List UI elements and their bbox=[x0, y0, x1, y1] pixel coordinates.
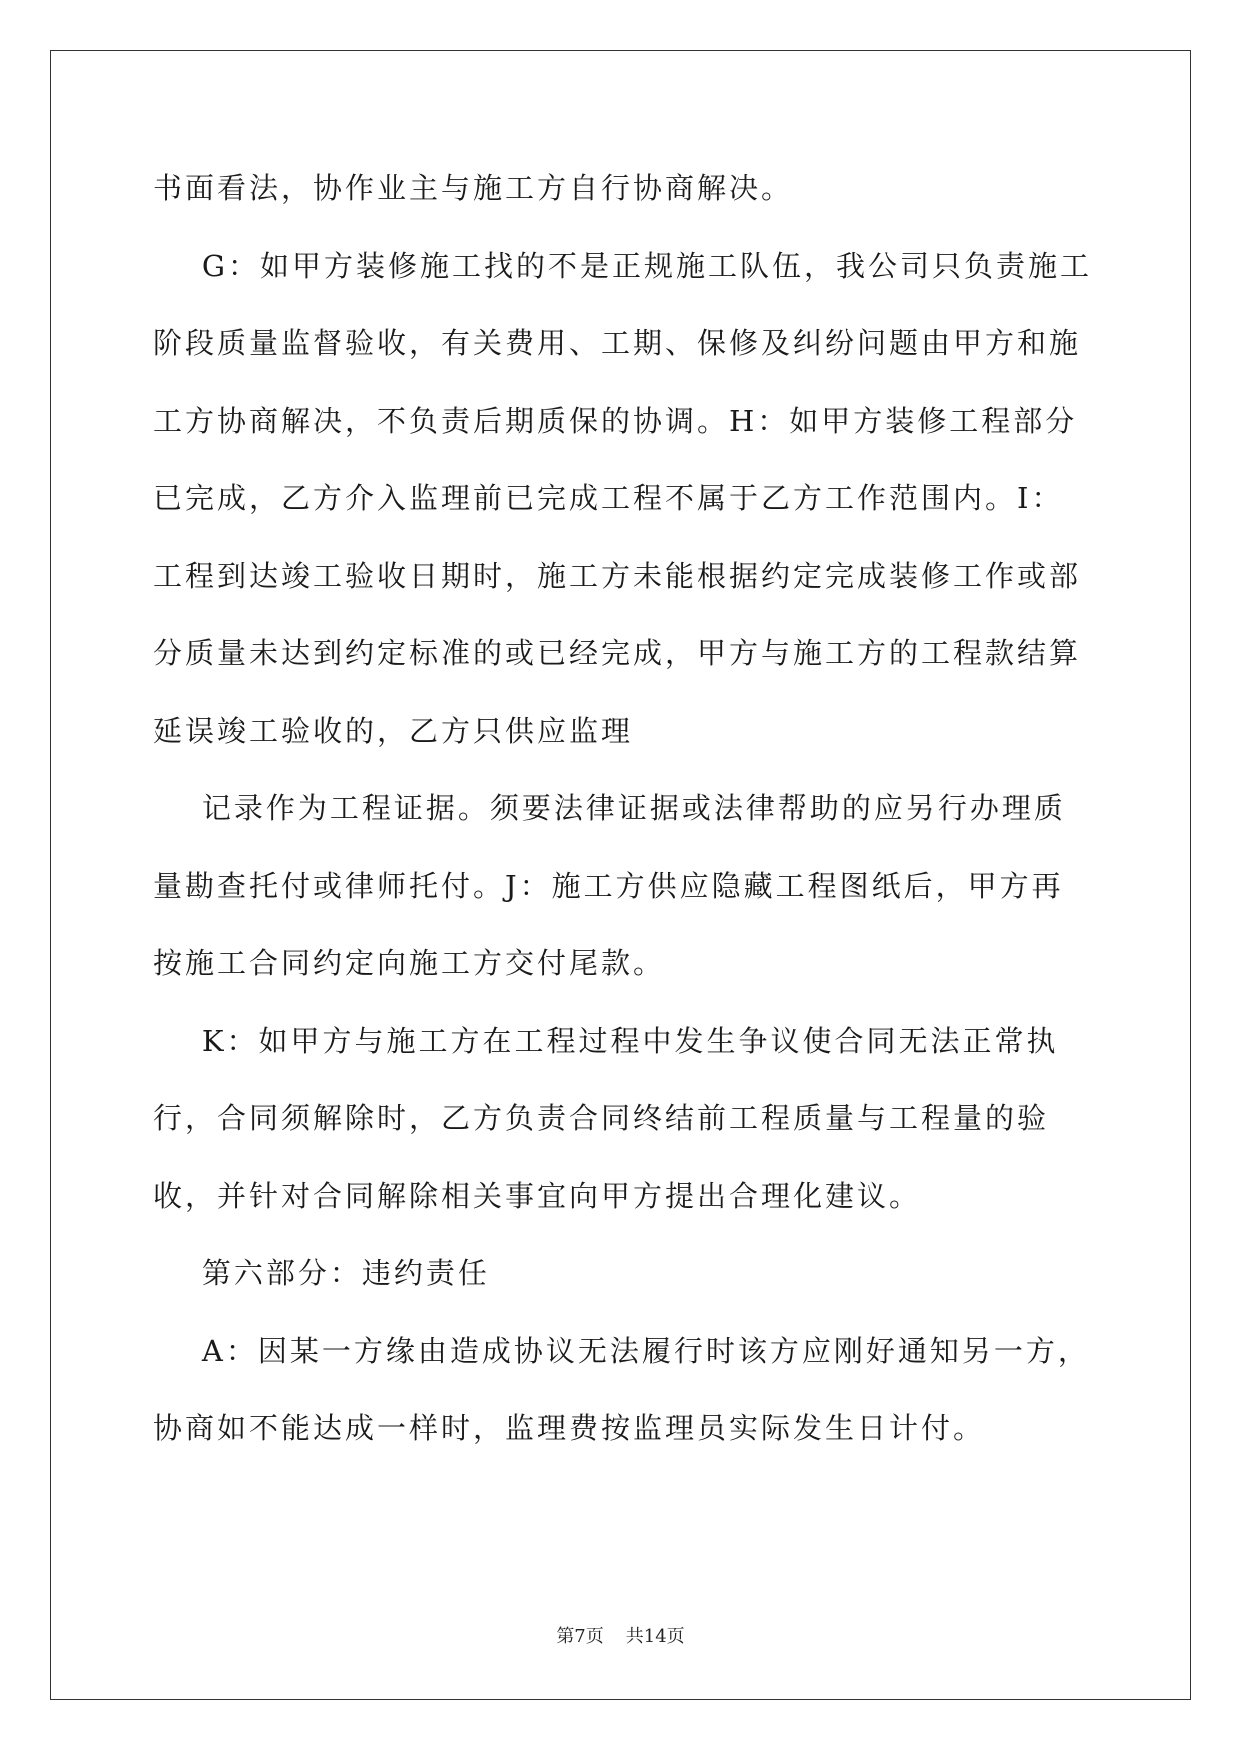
paragraph-1: 书面看法，协作业主与施工方自行协商解决。 bbox=[153, 171, 794, 205]
page-number: 第7页 bbox=[556, 1626, 604, 1647]
page-total: 共14页 bbox=[625, 1626, 685, 1647]
paragraph-5: A：因某一方缘由造成协议无法履行时该方应刚好通知另一方，协商如不能达成一样时，监理费按监理员实际发生日计付。 bbox=[153, 1333, 1090, 1445]
section-heading: 第六部分：违约责任 bbox=[153, 1256, 490, 1290]
document-body bbox=[153, 150, 1093, 1468]
paragraph-4: K：如甲方与施工方在工程过程中发生争议使合同无法正常执行，合同须解除时，乙方负责合同终结前工程质量与工程量的验收，并针对合同解除相关事宜向甲方提出合理化建议。 bbox=[153, 1023, 1059, 1213]
page-footer bbox=[0, 1622, 1241, 1648]
paragraph-3: 记录作为工程证据。须要法律证据或法律帮助的应另行办理质量勘查托付或律师托付。J：施工方供应隐藏工程图纸后，甲方再按施工合同约定向施工方交付尾款。 bbox=[153, 791, 1066, 980]
paragraph-2: G：如甲方装修施工找的不是正规施工队伍，我公司只负责施工阶段质量监督验收，有关费用、工期、保修及纠纷问题由甲方和施工方协商解决，不负责后期质保的协调。H：如甲方装修工程部分已完成，乙方介入监理前已完成工程不属于乙方工作范围内。I：工程到达竣工验收日期时，施工方未能根据约定完成装修工作或部分质量未达到约定标准的或已经完成，甲方与施工方的工程款结算延误竣工验收的，乙方只供应监理 bbox=[153, 248, 1093, 748]
